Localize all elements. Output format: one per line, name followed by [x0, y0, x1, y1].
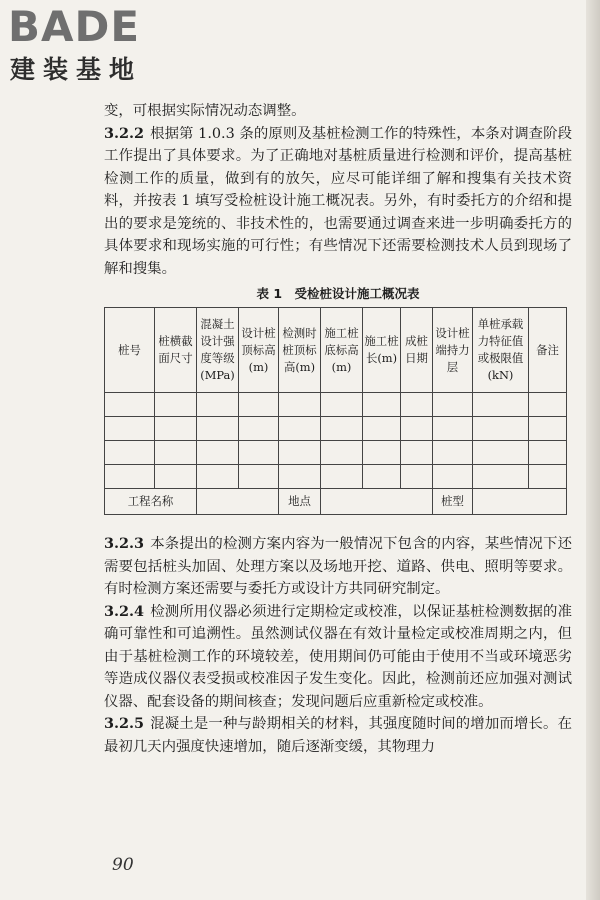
paragraph-3-2-2	[104, 123, 572, 281]
table-row	[105, 393, 567, 417]
table-cell	[105, 465, 155, 489]
table-cell	[155, 465, 197, 489]
logo-subtitle: 建装基地	[10, 55, 143, 84]
footer-location-value	[321, 489, 433, 515]
header-remarks: 备注	[529, 308, 567, 393]
header-bearing-capacity: 单桩承载力特征值或极限值(kN)	[473, 308, 529, 393]
paragraph-3-2-5	[104, 713, 572, 758]
footer-project-label: 工程名称	[105, 489, 197, 515]
table-cell	[433, 417, 473, 441]
table-cell	[279, 441, 321, 465]
table-cell	[197, 417, 239, 441]
header-bottom-elevation: 施工桩底标高(m)	[321, 308, 363, 393]
logo	[8, 4, 178, 88]
footer-pile-type-label: 桩型	[433, 489, 473, 515]
table-cell	[529, 417, 567, 441]
paragraph-continued	[104, 100, 572, 123]
table-cell	[321, 393, 363, 417]
header-cross-section: 桩横截面尺寸	[155, 308, 197, 393]
table-cell	[155, 393, 197, 417]
header-concrete-grade: 混凝土设计强度等级(MPa)	[197, 308, 239, 393]
section-number: 3.2.5	[104, 715, 145, 732]
table-cell	[239, 465, 279, 489]
table-cell	[433, 465, 473, 489]
page-number: 90	[112, 855, 134, 875]
header-pile-length: 施工桩长(m)	[363, 308, 401, 393]
table-cell	[363, 465, 401, 489]
table-cell	[473, 441, 529, 465]
paragraph-3-2-3	[104, 533, 572, 601]
table-cell	[321, 417, 363, 441]
table-cell	[279, 393, 321, 417]
table-title: 表 1 受检桩设计施工概况表	[256, 286, 420, 301]
footer-pile-type-value	[473, 489, 567, 515]
table-cell	[433, 393, 473, 417]
table-cell	[473, 465, 529, 489]
table-cell	[197, 465, 239, 489]
header-design-top-elevation: 设计桩顶标高(m)	[239, 308, 279, 393]
table-cell	[401, 465, 433, 489]
spacer	[104, 515, 572, 533]
footer-project-value	[197, 489, 279, 515]
paragraph-text: 根据第 1.0.3 条的原则及基桩检测工作的特殊性，本条对调查阶段工作提出了具体要求。为了正确地对基桩质量进行检测和评价，提高基桩检测工作的质量，做到有的放矢，应尽可能详细了解和搜集有关技术资料，并按表 1 填写受检桩设计施工概况表。另外，有时委托方的介绍和提出的要求是笼统的、非技术性的，也需要通过调查来进一步明确委托方的具体要求和现场实施的可行性；有些情况下还需要检测技术人员到现场了解和搜集。	[104, 125, 572, 277]
table-cell	[401, 393, 433, 417]
table-cell	[197, 393, 239, 417]
paragraph-text: 混凝土是一种与龄期相关的材料，其强度随时间的增加而增长。在最初几天内强度快速增加，随后逐渐变缓，其物理力	[104, 716, 572, 755]
section-number: 3.2.4	[104, 602, 145, 620]
header-test-top-elevation: 检测时桩顶标高(m)	[279, 308, 321, 393]
header-bearing-layer: 设计桩端持力层	[433, 308, 473, 393]
paragraph-text: 检测所用仪器必须进行定期检定或校准，以保证基桩检测数据的准确可靠性和可追溯性。虽然测试仪器在有效计量检定或校准周期之内，但由于基桩检测工作的环境较差，使用期间仍可能由于使用不当或环境恶劣等造成仪器仪表受损或校准因子发生变化。因此，检测前还应加强对测试仪器、配套设备的期间核查；发现问题后应重新检定或校准。	[104, 603, 572, 710]
table-cell	[279, 465, 321, 489]
header-pile-no: 桩号	[105, 308, 155, 393]
paragraph-text: 变，可根据实际情况动态调整。	[104, 103, 306, 119]
table-cell	[529, 465, 567, 489]
table-footer-row	[105, 489, 567, 515]
paragraph-text: 本条提出的检测方案内容为一般情况下包含的内容，某些情况下还需要包括桩头加固、处理方案以及场地开挖、道路、供电、照明等要求。有时检测方案还需要与委托方或设计方共同研究制定。	[104, 536, 572, 597]
table-cell	[363, 441, 401, 465]
table-row	[105, 417, 567, 441]
page-edge	[586, 0, 600, 900]
table-cell	[155, 441, 197, 465]
document-body	[104, 100, 572, 758]
table-row	[105, 465, 567, 489]
table-header-row	[105, 308, 567, 393]
table-cell	[401, 441, 433, 465]
table-cell	[363, 417, 401, 441]
table-cell	[105, 417, 155, 441]
table-cell	[239, 417, 279, 441]
table-cell	[105, 441, 155, 465]
logo-brand: BADE	[8, 2, 141, 51]
section-number: 3.2.3	[104, 535, 145, 552]
table-cell	[401, 417, 433, 441]
table-cell	[473, 417, 529, 441]
table-cell	[473, 393, 529, 417]
header-completion-date: 成桩日期	[401, 308, 433, 393]
table-cell	[239, 393, 279, 417]
table-cell	[105, 393, 155, 417]
section-number: 3.2.2	[104, 124, 145, 142]
table-cell	[433, 441, 473, 465]
pile-survey-table	[104, 307, 567, 515]
table-cell	[529, 441, 567, 465]
table-cell	[529, 393, 567, 417]
table-cell	[197, 441, 239, 465]
table-cell	[239, 441, 279, 465]
table-cell	[363, 393, 401, 417]
table-cell	[155, 417, 197, 441]
footer-location-label: 地点	[279, 489, 321, 515]
paragraph-3-2-4	[104, 601, 572, 714]
table-cell	[279, 417, 321, 441]
table-row	[105, 441, 567, 465]
table-cell	[321, 441, 363, 465]
table-cell	[321, 465, 363, 489]
